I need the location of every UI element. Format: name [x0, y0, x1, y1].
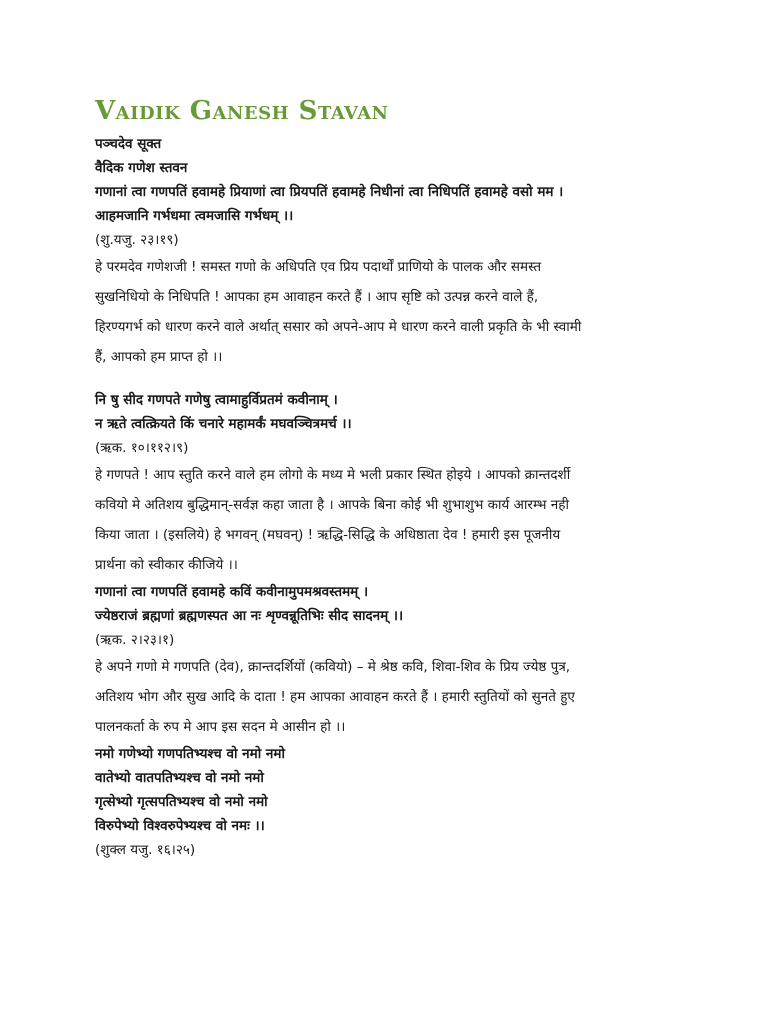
meaning-line: अतिशय भोग और सुख आदि के दाता ! हम आपका आवाहन करते हैं । हमारी स्तुतियों को सुनते हुए: [95, 689, 575, 705]
verse-reference: (शुक्ल यजु. १६।२५): [95, 842, 196, 858]
meaning-line: प्रार्थना को स्वीकार कीजिये ।।: [95, 557, 238, 573]
meaning-line: पालनकर्ता के रुप मे आप इस सदन मे आसीन हो ।।: [95, 719, 346, 735]
meaning-line: हे गणपते ! आप स्तुति करने वाले हम लोगो के मध्य मे भली प्रकार स्थित होइये । आपको क्रान्तदर्शी: [95, 467, 571, 483]
meaning-line: सुखनिधियो के निधिपति ! आपका हम आवाहन करते हैं । आप सृष्टि को उत्पन्न करने वाले हैं,: [95, 289, 539, 305]
verse-reference: (ऋक. २।२३।१): [95, 632, 175, 648]
section-ganaanaam-kavim: [95, 580, 675, 742]
meaning-line: हे परमदेव गणेशजी ! समस्त गणो के अधिपति एव प्रिय पदार्थों प्राणियो के पालक और समस्त: [95, 259, 542, 275]
mantra-line: नि षु सीद गणपते गणेषु त्वामाहुर्विप्रतमं कवीनाम् ।: [95, 392, 338, 408]
mantra-line: गणानां त्वा गणपतिं हवामहे कविं कवीनामुपमश्रवस्तमम् ।: [95, 584, 369, 600]
mantra-line: आहमजानि गर्भधमा त्वमजासि गर्भधम् ।।: [95, 208, 294, 224]
section-namo-ganebhyo: [95, 742, 675, 862]
meaning-paragraph: [95, 652, 675, 742]
meaning-line: हे अपने गणो मे गणपति (देव), क्रान्तदर्शियों (कवियो) – मे श्रेष्ठ कवि, शिवा-शिव के प्रिय ज्येष्ठ पुत्र,: [95, 659, 571, 675]
section-spacer: [95, 372, 675, 388]
mantra-line: ज्येष्ठराजं ब्रह्मणां ब्रह्मणस्पत आ नः शृण्वन्नूतिभिः सीद सादनम् ।।: [95, 608, 404, 624]
document-page: [95, 92, 675, 862]
heading-vaidik-ganesh-stavan: वैदिक गणेश स्तवन: [95, 160, 188, 176]
meaning-paragraph: [95, 460, 675, 580]
verse-reference: (शु.यजु. २३।१९): [95, 232, 179, 248]
mantra-line: वातेभ्यो वातपतिभ्यश्च वो नमो नमो: [95, 770, 264, 786]
meaning-line: हिरण्यगर्भ को धारण करने वाले अर्थात् ससार को अपने-आप मे धारण करने वाली प्रकृति के भी स्वामी: [95, 319, 582, 335]
verse-reference: (ऋक. १०।११२।९): [95, 440, 189, 456]
mantra-line: न ऋते त्वत्क्रियते किं चनारे महामर्कं मघवञ्चित्रमर्च ।।: [95, 416, 352, 432]
section-panchadev-sukta: [95, 132, 675, 372]
heading-panchadev-sukta: पञ्चदेव सूक्त: [95, 136, 162, 152]
meaning-line: हैं, आपको हम प्राप्त हो ।।: [95, 349, 223, 365]
page-title: Vaidik Ganesh Stavan: [95, 96, 389, 126]
mantra-line: गृत्सेभ्यो गृत्सपतिभ्यश्च वो नमो नमो: [95, 794, 268, 810]
section-ni-shu-sida: [95, 388, 675, 580]
mantra-line: गणानां त्वा गणपतिं हवामहे प्रियाणां त्वा प्रियपतिं हवामहे निधीनां त्वा निधिपतिं हवामहे वसो मम ।: [95, 184, 564, 200]
mantra-line: नमो गणेभ्यो गणपतिभ्यश्च वो नमो नमो: [95, 746, 285, 762]
meaning-line: कवियो मे अतिशय बुद्धिमान्-सर्वज्ञ कहा जाता है । आपके बिना कोई भी शुभाशुभ कार्य आरम्भ नही: [95, 497, 569, 513]
mantra-line: विरुपेभ्यो विश्वरुपेभ्यश्च वो नमः ।।: [95, 818, 265, 834]
meaning-paragraph: [95, 252, 675, 372]
meaning-line: किया जाता । (इसलिये) हे भगवन् (मघवन्) ! ऋद्धि-सिद्धि के अधिष्ठाता देव ! हमारी इस पूजनीय: [95, 527, 561, 543]
